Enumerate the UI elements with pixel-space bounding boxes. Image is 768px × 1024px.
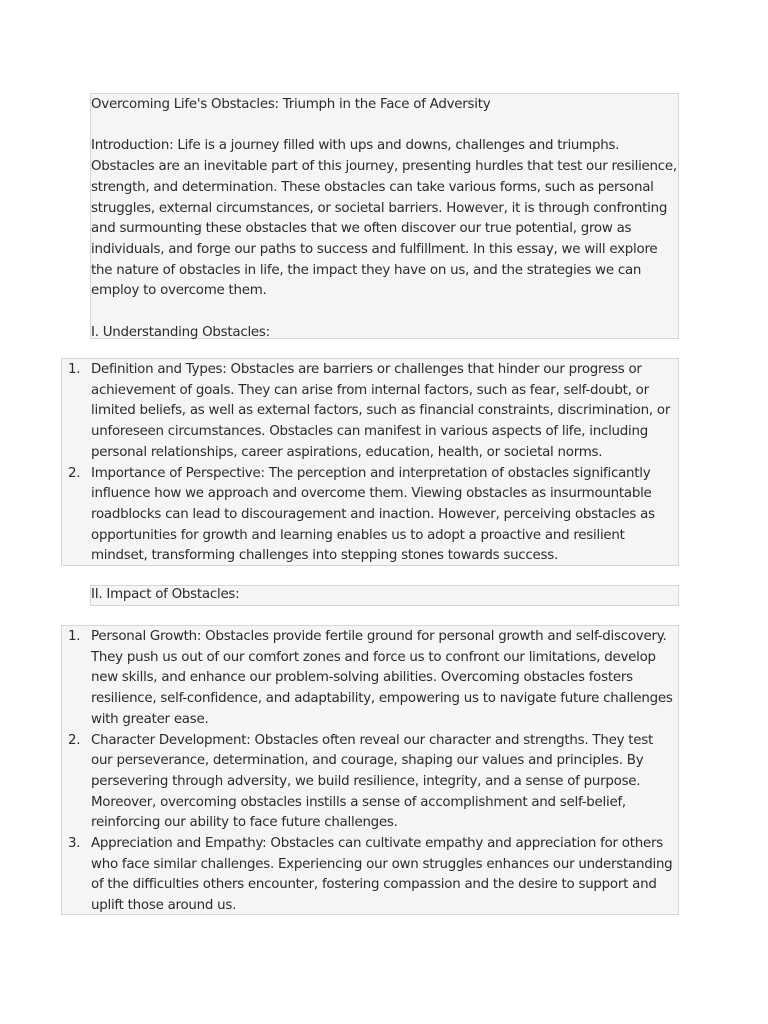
list-item-text: Definition and Types: Obstacles are barriers or challenges that hinder our progress or achievement of goals. They can arise from internal factors, such as fear, self-doubt, or limited beliefs, as well as external factors, such as financial constraints, discrimination, or unforeseen circumstances. Obstacles can manifest in various aspects of life, including personal relationships, career aspirations, education, health, or societal norms. (91, 362, 671, 460)
understanding-obstacles-list-block (61, 358, 679, 566)
document-title: Overcoming Life's Obstacles: Triumph in the Face of Adversity (91, 97, 491, 112)
list-item (62, 360, 678, 464)
list-item-text: Personal Growth: Obstacles provide fertile ground for personal growth and self-discovery. They push us out of our comfort zones and force us to confront our limitations, develop new skills, and enhance our problem-solving abilities. Overcoming obstacles fosters resilience, self-confidence, and adaptability, empowering us to navigate future challenges with greater ease. (91, 629, 673, 727)
impact-of-obstacles-list (62, 627, 678, 917)
list-item-number: 1. (68, 362, 81, 377)
list-item (62, 834, 678, 917)
introduction-paragraph: Introduction: Life is a journey filled with ups and downs, challenges and triumphs. Obstacles are an inevitable part of this journey, presenting hurdles that test our resilience, strength, and determination. These obstacles can take various forms, such as personal struggles, external circumstances, or societal barriers. However, it is through confronting and surmounting these obstacles that we often discover our true potential, grow as individuals, and forge our paths to success and fulfillment. In this essay, we will explore the nature of obstacles in life, the impact they have on us, and the strategies we can employ to overcome them. (91, 138, 677, 299)
list-item-text: Character Development: Obstacles often reveal our character and strengths. They test our perseverance, determination, and courage, shaping our values and principles. By persevering through adversity, we build resilience, integrity, and a sense of purpose. Moreover, overcoming obstacles instills a sense of accomplishment and self-belief, reinforcing our ability to face future challenges. (91, 732, 653, 831)
section-heading-understanding: I. Understanding Obstacles: (91, 324, 270, 340)
list-item (62, 731, 678, 835)
blank-line (91, 116, 679, 137)
list-item-number: 3. (68, 836, 81, 852)
list-item-number: 1. (68, 629, 81, 644)
understanding-obstacles-list (62, 360, 678, 567)
impact-heading-block (90, 585, 679, 606)
impact-of-obstacles-list-block (61, 625, 679, 915)
list-item-number: 2. (68, 465, 81, 481)
blank-line (91, 302, 679, 323)
list-item (62, 627, 678, 731)
intro-block (90, 93, 679, 339)
list-item-text: Appreciation and Empathy: Obstacles can cultivate empathy and appreciation for others who face similar challenges. Experiencing our own struggles enhances our understanding of the difficulties others encounter, fostering compassion and the desire to support and uplift those around us. (91, 836, 673, 914)
list-item-text: Importance of Perspective: The perception and interpretation of obstacles significantly influence how we approach and overcome them. Viewing obstacles as insurmountable roadblocks can lead to discouragement and inaction. However, perceiving obstacles as opportunities for growth and learning enables us to adopt a proactive and resilient mindset, transforming challenges into stepping stones towards success. (91, 465, 655, 564)
section-heading-impact: II. Impact of Obstacles: (91, 587, 240, 602)
list-item (62, 464, 678, 568)
list-item-number: 2. (68, 732, 81, 748)
